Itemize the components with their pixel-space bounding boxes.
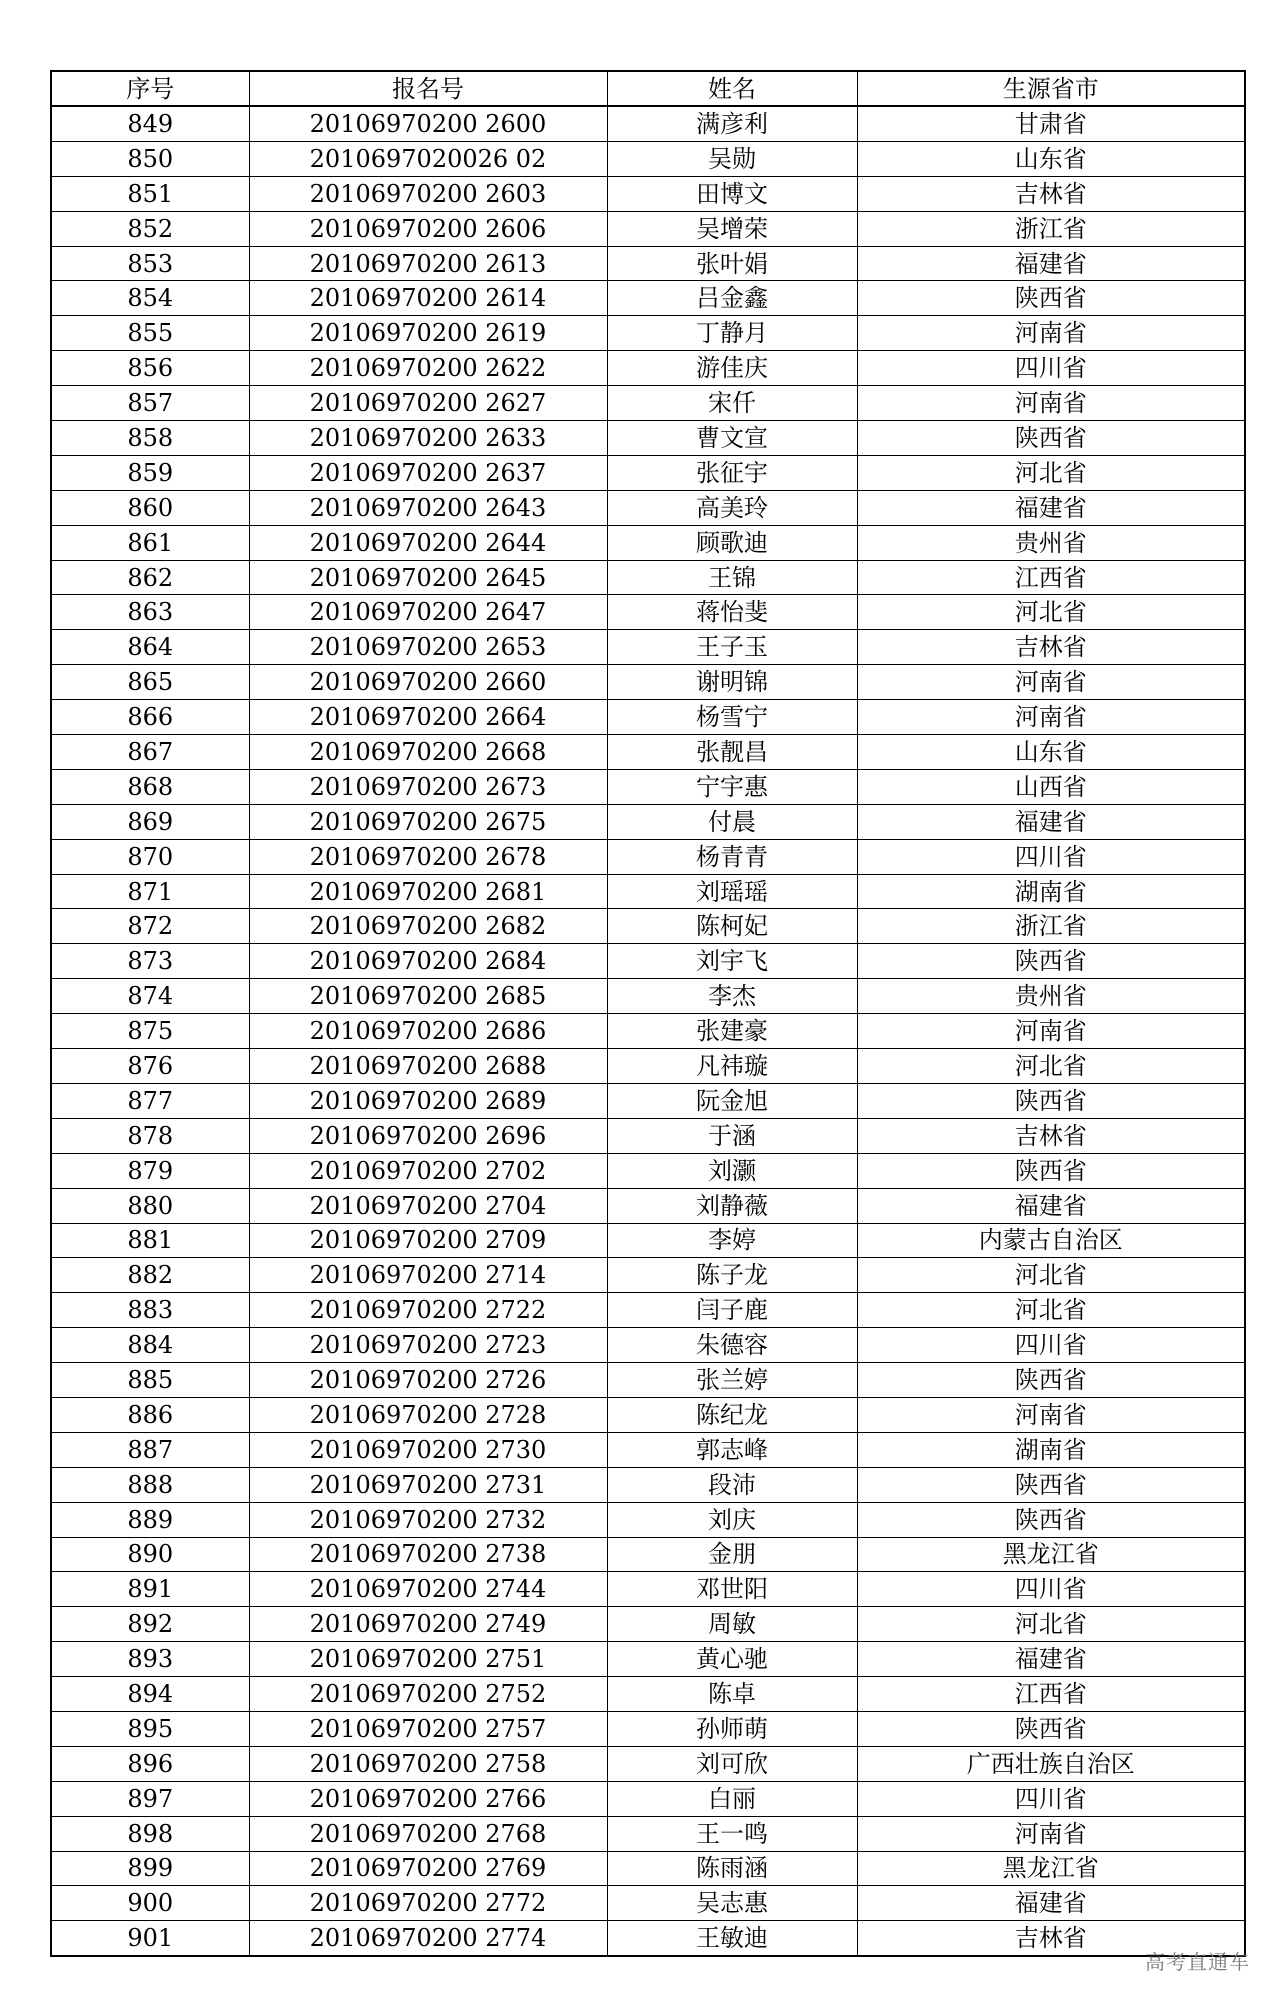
cell-name: 谢明锦 bbox=[607, 665, 857, 700]
cell-registration-no: 20106970200 2723 bbox=[249, 1328, 607, 1363]
cell-name: 阮金旭 bbox=[607, 1083, 857, 1118]
cell-seq: 860 bbox=[51, 490, 249, 525]
cell-name: 李杰 bbox=[607, 979, 857, 1014]
cell-registration-no: 20106970200 2668 bbox=[249, 735, 607, 770]
cell-name: 闫子鹿 bbox=[607, 1293, 857, 1328]
cell-seq: 897 bbox=[51, 1781, 249, 1816]
cell-registration-no: 20106970200 2732 bbox=[249, 1502, 607, 1537]
cell-province: 内蒙古自治区 bbox=[857, 1223, 1245, 1258]
cell-name: 田博文 bbox=[607, 176, 857, 211]
cell-province: 湖南省 bbox=[857, 1432, 1245, 1467]
header-registration-no: 报名号 bbox=[249, 71, 607, 106]
table-row bbox=[51, 1781, 1245, 1816]
cell-province: 贵州省 bbox=[857, 525, 1245, 560]
cell-province: 陕西省 bbox=[857, 1467, 1245, 1502]
cell-registration-no: 20106970200 2714 bbox=[249, 1258, 607, 1293]
cell-seq: 851 bbox=[51, 176, 249, 211]
cell-province: 陕西省 bbox=[857, 281, 1245, 316]
watermark-text: 高考直通车 bbox=[1145, 1950, 1250, 1974]
cell-registration-no: 20106970200 2682 bbox=[249, 909, 607, 944]
table-row bbox=[51, 1607, 1245, 1642]
cell-seq: 873 bbox=[51, 944, 249, 979]
cell-registration-no: 20106970200 2600 bbox=[249, 106, 607, 141]
cell-name: 金朋 bbox=[607, 1537, 857, 1572]
cell-seq: 882 bbox=[51, 1258, 249, 1293]
cell-province: 陕西省 bbox=[857, 1083, 1245, 1118]
cell-registration-no: 20106970200 2606 bbox=[249, 211, 607, 246]
header-row bbox=[51, 71, 1245, 106]
cell-registration-no: 20106970200 2758 bbox=[249, 1746, 607, 1781]
cell-registration-no: 20106970200 2681 bbox=[249, 874, 607, 909]
cell-name: 张叶娟 bbox=[607, 246, 857, 281]
cell-registration-no: 20106970200 2726 bbox=[249, 1363, 607, 1398]
table-row bbox=[51, 141, 1245, 176]
cell-registration-no: 20106970200 2702 bbox=[249, 1153, 607, 1188]
cell-province: 吉林省 bbox=[857, 630, 1245, 665]
cell-name: 张靓昌 bbox=[607, 735, 857, 770]
cell-province: 河南省 bbox=[857, 1014, 1245, 1049]
table-row bbox=[51, 804, 1245, 839]
cell-province: 四川省 bbox=[857, 351, 1245, 386]
cell-seq: 889 bbox=[51, 1502, 249, 1537]
cell-name: 陈纪龙 bbox=[607, 1397, 857, 1432]
cell-registration-no: 20106970200 2696 bbox=[249, 1118, 607, 1153]
cell-registration-no: 20106970200 2647 bbox=[249, 595, 607, 630]
table-row bbox=[51, 979, 1245, 1014]
table-row bbox=[51, 769, 1245, 804]
cell-seq: 896 bbox=[51, 1746, 249, 1781]
cell-seq: 888 bbox=[51, 1467, 249, 1502]
cell-seq: 875 bbox=[51, 1014, 249, 1049]
table-row bbox=[51, 106, 1245, 141]
table-body bbox=[51, 106, 1245, 1956]
cell-name: 刘宇飞 bbox=[607, 944, 857, 979]
cell-name: 朱德容 bbox=[607, 1328, 857, 1363]
table-row bbox=[51, 1083, 1245, 1118]
cell-seq: 898 bbox=[51, 1816, 249, 1851]
table-row bbox=[51, 1851, 1245, 1886]
table-row bbox=[51, 1328, 1245, 1363]
cell-seq: 869 bbox=[51, 804, 249, 839]
table-row bbox=[51, 665, 1245, 700]
cell-name: 王一鸣 bbox=[607, 1816, 857, 1851]
cell-seq: 866 bbox=[51, 700, 249, 735]
cell-province: 河南省 bbox=[857, 700, 1245, 735]
cell-province: 福建省 bbox=[857, 804, 1245, 839]
table-row bbox=[51, 1258, 1245, 1293]
cell-registration-no: 20106970200 2664 bbox=[249, 700, 607, 735]
cell-province: 河北省 bbox=[857, 595, 1245, 630]
table-row bbox=[51, 211, 1245, 246]
cell-province: 陕西省 bbox=[857, 1363, 1245, 1398]
cell-seq: 862 bbox=[51, 560, 249, 595]
cell-province: 四川省 bbox=[857, 839, 1245, 874]
table-row bbox=[51, 1363, 1245, 1398]
cell-province: 陕西省 bbox=[857, 1711, 1245, 1746]
cell-name: 周敏 bbox=[607, 1607, 857, 1642]
cell-seq: 890 bbox=[51, 1537, 249, 1572]
cell-name: 刘灏 bbox=[607, 1153, 857, 1188]
cell-registration-no: 20106970200 2685 bbox=[249, 979, 607, 1014]
table-row bbox=[51, 1677, 1245, 1712]
table-row bbox=[51, 421, 1245, 456]
cell-name: 王敏迪 bbox=[607, 1921, 857, 1956]
cell-seq: 900 bbox=[51, 1886, 249, 1921]
cell-name: 邓世阳 bbox=[607, 1572, 857, 1607]
table-row bbox=[51, 1014, 1245, 1049]
cell-province: 陕西省 bbox=[857, 1153, 1245, 1188]
cell-name: 陈子龙 bbox=[607, 1258, 857, 1293]
cell-registration-no: 20106970200 2637 bbox=[249, 455, 607, 490]
cell-registration-no: 20106970200 2751 bbox=[249, 1642, 607, 1677]
table-row bbox=[51, 1432, 1245, 1467]
cell-name: 郭志峰 bbox=[607, 1432, 857, 1467]
table-row bbox=[51, 386, 1245, 421]
cell-name: 顾歌迪 bbox=[607, 525, 857, 560]
table-row bbox=[51, 1188, 1245, 1223]
cell-province: 江西省 bbox=[857, 1677, 1245, 1712]
cell-seq: 870 bbox=[51, 839, 249, 874]
cell-name: 刘可欣 bbox=[607, 1746, 857, 1781]
cell-name: 游佳庆 bbox=[607, 351, 857, 386]
cell-seq: 861 bbox=[51, 525, 249, 560]
cell-registration-no: 20106970200 2722 bbox=[249, 1293, 607, 1328]
cell-registration-no: 20106970200 2744 bbox=[249, 1572, 607, 1607]
table-row bbox=[51, 1572, 1245, 1607]
cell-province: 河南省 bbox=[857, 386, 1245, 421]
cell-seq: 891 bbox=[51, 1572, 249, 1607]
cell-seq: 859 bbox=[51, 455, 249, 490]
cell-seq: 895 bbox=[51, 1711, 249, 1746]
cell-registration-no: 20106970200 2660 bbox=[249, 665, 607, 700]
cell-seq: 871 bbox=[51, 874, 249, 909]
cell-name: 曹文宣 bbox=[607, 421, 857, 456]
table-row bbox=[51, 1502, 1245, 1537]
table-row bbox=[51, 735, 1245, 770]
table-row bbox=[51, 1467, 1245, 1502]
cell-name: 白丽 bbox=[607, 1781, 857, 1816]
header-province: 生源省市 bbox=[857, 71, 1245, 106]
cell-province: 河北省 bbox=[857, 455, 1245, 490]
cell-province: 山西省 bbox=[857, 769, 1245, 804]
header-name: 姓名 bbox=[607, 71, 857, 106]
cell-name: 张兰婷 bbox=[607, 1363, 857, 1398]
table-row bbox=[51, 630, 1245, 665]
cell-seq: 892 bbox=[51, 1607, 249, 1642]
cell-name: 孙师萌 bbox=[607, 1711, 857, 1746]
cell-seq: 881 bbox=[51, 1223, 249, 1258]
cell-registration-no: 20106970200 2704 bbox=[249, 1188, 607, 1223]
table-row bbox=[51, 490, 1245, 525]
cell-province: 福建省 bbox=[857, 1188, 1245, 1223]
table-row bbox=[51, 700, 1245, 735]
cell-name: 杨雪宁 bbox=[607, 700, 857, 735]
cell-registration-no: 20106970200 2738 bbox=[249, 1537, 607, 1572]
cell-seq: 852 bbox=[51, 211, 249, 246]
cell-registration-no: 20106970200 2613 bbox=[249, 246, 607, 281]
cell-seq: 864 bbox=[51, 630, 249, 665]
cell-seq: 849 bbox=[51, 106, 249, 141]
cell-name: 杨青青 bbox=[607, 839, 857, 874]
cell-registration-no: 20106970200 2675 bbox=[249, 804, 607, 839]
cell-seq: 886 bbox=[51, 1397, 249, 1432]
table-row bbox=[51, 944, 1245, 979]
cell-province: 浙江省 bbox=[857, 909, 1245, 944]
cell-name: 刘庆 bbox=[607, 1502, 857, 1537]
cell-name: 张建豪 bbox=[607, 1014, 857, 1049]
cell-name: 吕金鑫 bbox=[607, 281, 857, 316]
cell-name: 黄心驰 bbox=[607, 1642, 857, 1677]
cell-province: 河北省 bbox=[857, 1258, 1245, 1293]
cell-seq: 850 bbox=[51, 141, 249, 176]
cell-province: 福建省 bbox=[857, 490, 1245, 525]
cell-province: 福建省 bbox=[857, 246, 1245, 281]
cell-province: 河北省 bbox=[857, 1293, 1245, 1328]
table-row bbox=[51, 1537, 1245, 1572]
table-row bbox=[51, 839, 1245, 874]
cell-seq: 867 bbox=[51, 735, 249, 770]
cell-registration-no: 20106970200 2614 bbox=[249, 281, 607, 316]
cell-province: 河南省 bbox=[857, 665, 1245, 700]
cell-name: 刘瑶瑶 bbox=[607, 874, 857, 909]
cell-name: 段沛 bbox=[607, 1467, 857, 1502]
cell-name: 刘静薇 bbox=[607, 1188, 857, 1223]
cell-name: 张征宇 bbox=[607, 455, 857, 490]
cell-seq: 858 bbox=[51, 421, 249, 456]
cell-name: 陈雨涵 bbox=[607, 1851, 857, 1886]
cell-registration-no: 20106970200 2627 bbox=[249, 386, 607, 421]
cell-seq: 884 bbox=[51, 1328, 249, 1363]
cell-name: 李婷 bbox=[607, 1223, 857, 1258]
table-row bbox=[51, 1816, 1245, 1851]
cell-province: 吉林省 bbox=[857, 176, 1245, 211]
table-row bbox=[51, 595, 1245, 630]
cell-seq: 887 bbox=[51, 1432, 249, 1467]
table-row bbox=[51, 316, 1245, 351]
header-seq: 序号 bbox=[51, 71, 249, 106]
cell-province: 甘肃省 bbox=[857, 106, 1245, 141]
cell-registration-no: 20106970200 2752 bbox=[249, 1677, 607, 1712]
table-row bbox=[51, 909, 1245, 944]
cell-seq: 853 bbox=[51, 246, 249, 281]
cell-registration-no: 20106970200 2653 bbox=[249, 630, 607, 665]
cell-province: 吉林省 bbox=[857, 1921, 1245, 1956]
cell-seq: 899 bbox=[51, 1851, 249, 1886]
cell-seq: 876 bbox=[51, 1049, 249, 1084]
cell-seq: 880 bbox=[51, 1188, 249, 1223]
roster-sheet bbox=[50, 70, 1244, 1957]
cell-seq: 879 bbox=[51, 1153, 249, 1188]
cell-registration-no: 20106970200 2689 bbox=[249, 1083, 607, 1118]
cell-seq: 877 bbox=[51, 1083, 249, 1118]
table-row bbox=[51, 176, 1245, 211]
cell-registration-no: 20106970200 2709 bbox=[249, 1223, 607, 1258]
roster-table bbox=[50, 70, 1246, 1957]
table-row bbox=[51, 560, 1245, 595]
cell-seq: 868 bbox=[51, 769, 249, 804]
cell-province: 贵州省 bbox=[857, 979, 1245, 1014]
cell-name: 王子玉 bbox=[607, 630, 857, 665]
cell-province: 黑龙江省 bbox=[857, 1537, 1245, 1572]
cell-registration-no: 20106970200 2686 bbox=[249, 1014, 607, 1049]
cell-registration-no: 20106970200 2643 bbox=[249, 490, 607, 525]
cell-registration-no: 20106970200 2633 bbox=[249, 421, 607, 456]
table-row bbox=[51, 1711, 1245, 1746]
cell-seq: 857 bbox=[51, 386, 249, 421]
cell-registration-no: 20106970200 2774 bbox=[249, 1921, 607, 1956]
cell-province: 广西壮族自治区 bbox=[857, 1746, 1245, 1781]
cell-province: 福建省 bbox=[857, 1886, 1245, 1921]
table-row bbox=[51, 1049, 1245, 1084]
cell-province: 四川省 bbox=[857, 1781, 1245, 1816]
cell-registration-no: 20106970200 2731 bbox=[249, 1467, 607, 1502]
cell-seq: 883 bbox=[51, 1293, 249, 1328]
table-row bbox=[51, 1642, 1245, 1677]
cell-province: 福建省 bbox=[857, 1642, 1245, 1677]
table-row bbox=[51, 351, 1245, 386]
cell-seq: 855 bbox=[51, 316, 249, 351]
cell-registration-no: 20106970200 2769 bbox=[249, 1851, 607, 1886]
cell-province: 陕西省 bbox=[857, 944, 1245, 979]
table-header bbox=[51, 71, 1245, 106]
table-row bbox=[51, 525, 1245, 560]
cell-province: 黑龙江省 bbox=[857, 1851, 1245, 1886]
cell-province: 江西省 bbox=[857, 560, 1245, 595]
cell-province: 河北省 bbox=[857, 1049, 1245, 1084]
cell-province: 陕西省 bbox=[857, 421, 1245, 456]
cell-registration-no: 20106970200 2766 bbox=[249, 1781, 607, 1816]
table-row bbox=[51, 1921, 1245, 1956]
table-row bbox=[51, 874, 1245, 909]
cell-name: 宋仟 bbox=[607, 386, 857, 421]
table-row bbox=[51, 1397, 1245, 1432]
cell-registration-no: 20106970200 2673 bbox=[249, 769, 607, 804]
cell-seq: 856 bbox=[51, 351, 249, 386]
cell-seq: 874 bbox=[51, 979, 249, 1014]
cell-name: 吴增荣 bbox=[607, 211, 857, 246]
cell-registration-no: 20106970200 2645 bbox=[249, 560, 607, 595]
cell-seq: 894 bbox=[51, 1677, 249, 1712]
cell-name: 吴志惠 bbox=[607, 1886, 857, 1921]
cell-seq: 885 bbox=[51, 1363, 249, 1398]
cell-name: 于涵 bbox=[607, 1118, 857, 1153]
cell-name: 宁宇惠 bbox=[607, 769, 857, 804]
cell-name: 王锦 bbox=[607, 560, 857, 595]
cell-province: 吉林省 bbox=[857, 1118, 1245, 1153]
cell-province: 山东省 bbox=[857, 141, 1245, 176]
cell-registration-no: 20106970200 2757 bbox=[249, 1711, 607, 1746]
cell-seq: 901 bbox=[51, 1921, 249, 1956]
cell-registration-no: 20106970200 2619 bbox=[249, 316, 607, 351]
cell-registration-no: 20106970200 2684 bbox=[249, 944, 607, 979]
cell-seq: 893 bbox=[51, 1642, 249, 1677]
cell-province: 湖南省 bbox=[857, 874, 1245, 909]
cell-name: 高美玲 bbox=[607, 490, 857, 525]
cell-province: 河南省 bbox=[857, 1816, 1245, 1851]
cell-name: 吴勋 bbox=[607, 141, 857, 176]
cell-province: 山东省 bbox=[857, 735, 1245, 770]
cell-seq: 872 bbox=[51, 909, 249, 944]
cell-registration-no: 20106970200 2603 bbox=[249, 176, 607, 211]
cell-registration-no: 20106970200 2622 bbox=[249, 351, 607, 386]
table-row bbox=[51, 246, 1245, 281]
cell-registration-no: 20106970200 2730 bbox=[249, 1432, 607, 1467]
cell-name: 蒋怡斐 bbox=[607, 595, 857, 630]
cell-registration-no: 20106970200 2772 bbox=[249, 1886, 607, 1921]
cell-registration-no: 20106970200 2644 bbox=[249, 525, 607, 560]
cell-name: 凡祎璇 bbox=[607, 1049, 857, 1084]
table-row bbox=[51, 1223, 1245, 1258]
cell-province: 河北省 bbox=[857, 1607, 1245, 1642]
table-row bbox=[51, 1293, 1245, 1328]
cell-registration-no: 20106970200 2688 bbox=[249, 1049, 607, 1084]
cell-province: 河南省 bbox=[857, 316, 1245, 351]
cell-name: 丁静月 bbox=[607, 316, 857, 351]
cell-seq: 854 bbox=[51, 281, 249, 316]
cell-province: 浙江省 bbox=[857, 211, 1245, 246]
cell-registration-no: 20106970200 2768 bbox=[249, 1816, 607, 1851]
cell-registration-no: 20106970200 2749 bbox=[249, 1607, 607, 1642]
cell-name: 付晨 bbox=[607, 804, 857, 839]
table-row bbox=[51, 1746, 1245, 1781]
table-row bbox=[51, 1118, 1245, 1153]
table-row bbox=[51, 455, 1245, 490]
table-row bbox=[51, 1153, 1245, 1188]
cell-name: 陈柯妃 bbox=[607, 909, 857, 944]
cell-registration-no: 20106970200 2728 bbox=[249, 1397, 607, 1432]
table-row bbox=[51, 1886, 1245, 1921]
cell-name: 满彦利 bbox=[607, 106, 857, 141]
cell-registration-no: 2010697020026 02 bbox=[249, 141, 607, 176]
cell-name: 陈卓 bbox=[607, 1677, 857, 1712]
cell-province: 河南省 bbox=[857, 1397, 1245, 1432]
cell-registration-no: 20106970200 2678 bbox=[249, 839, 607, 874]
cell-seq: 863 bbox=[51, 595, 249, 630]
cell-province: 四川省 bbox=[857, 1572, 1245, 1607]
cell-seq: 865 bbox=[51, 665, 249, 700]
cell-seq: 878 bbox=[51, 1118, 249, 1153]
table-row bbox=[51, 281, 1245, 316]
cell-province: 陕西省 bbox=[857, 1502, 1245, 1537]
cell-province: 四川省 bbox=[857, 1328, 1245, 1363]
